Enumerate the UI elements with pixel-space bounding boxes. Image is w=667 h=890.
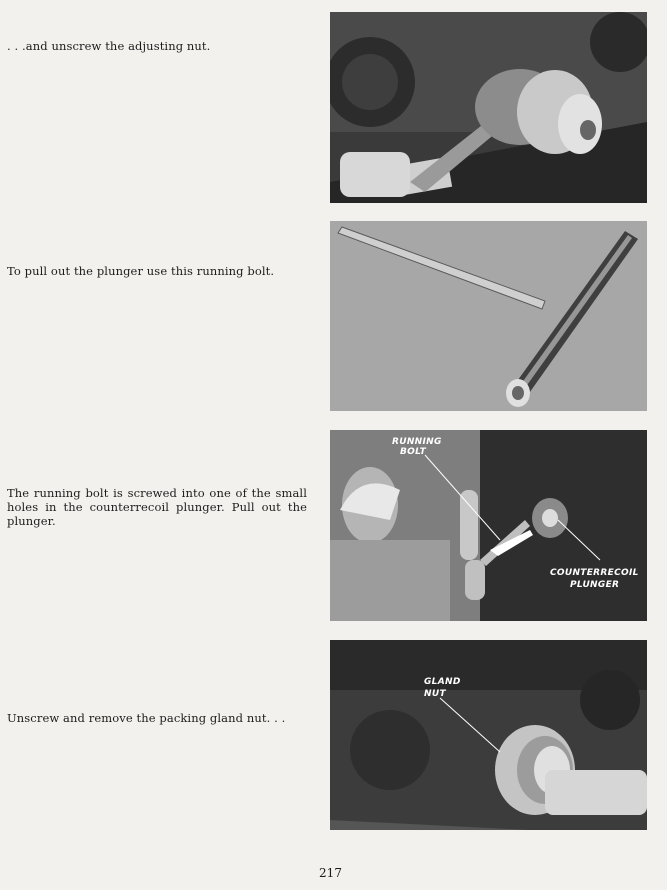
caption-running-bolt: To pull out the plunger use this running bolt. (7, 264, 275, 278)
photo-pulling-plunger (330, 430, 647, 621)
label-counterrecoil-line1: COUNTERRECOIL (550, 568, 639, 578)
page-number-text: 217 (319, 866, 342, 880)
photo-running-bolt (330, 221, 647, 411)
caption-screw-running-bolt: The running bolt is screwed into one of the small holes in the counterrecoil plunger. Pull out the plunger. (7, 486, 307, 528)
label-running-bolt-line1: RUNNING (392, 437, 442, 447)
label-gland-line2: NUT (424, 689, 446, 699)
caption-adjusting-nut: . . .and unscrew the adjusting nut. (7, 39, 211, 53)
photo-adjusting-nut (330, 12, 647, 203)
caption-packing-gland-nut: Unscrew and remove the packing gland nut. . . (7, 711, 286, 725)
label-gland-line1: GLAND (424, 677, 461, 687)
label-running-bolt-line2: BOLT (400, 447, 427, 457)
label-counterrecoil-line2: PLUNGER (570, 580, 620, 590)
photo-gland-nut (330, 640, 647, 830)
page-number (0, 866, 667, 880)
